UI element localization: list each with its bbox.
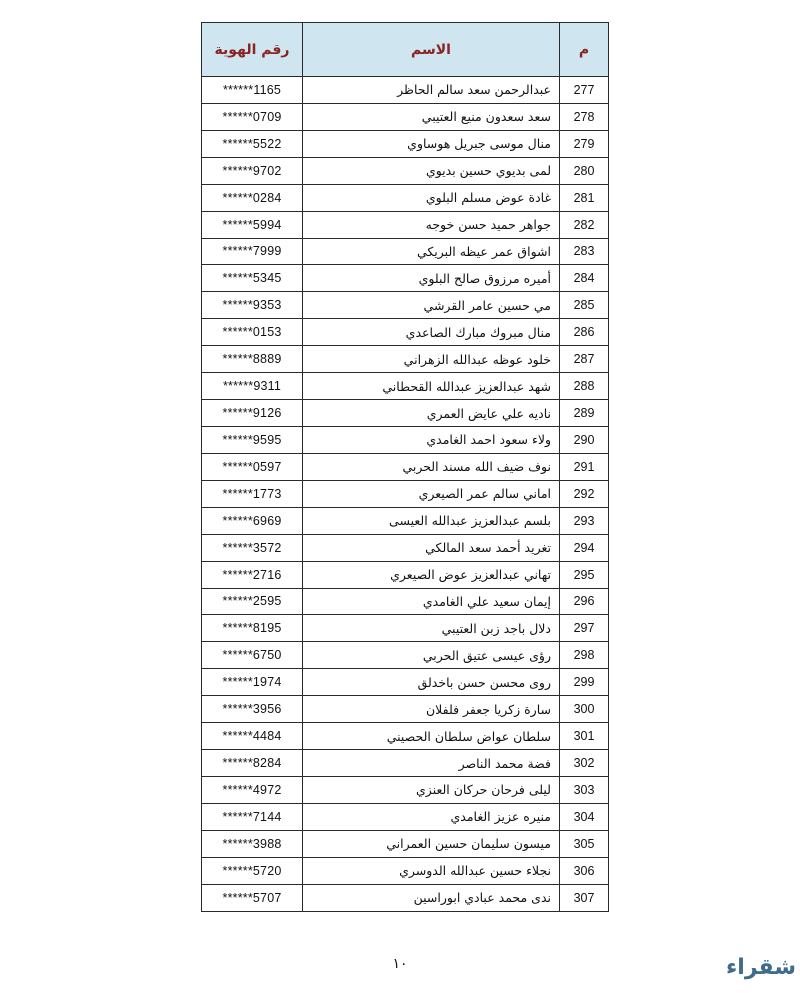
serial-cell: 286 (560, 319, 609, 346)
id-number-cell: ******5994 (202, 211, 303, 238)
table-row (202, 507, 609, 534)
table-row (202, 696, 609, 723)
serial-cell: 296 (560, 588, 609, 615)
table-row (202, 480, 609, 507)
table-row (202, 776, 609, 803)
id-number-cell: ******3956 (202, 696, 303, 723)
header-id-number: رقم الهوية (202, 23, 303, 77)
id-number-cell: ******0284 (202, 184, 303, 211)
table-row (202, 130, 609, 157)
brand-logo-icon (722, 951, 796, 985)
table-row (202, 723, 609, 750)
name-cell: غادة عوض مسلم البلوي (303, 184, 560, 211)
id-number-cell: ******0153 (202, 319, 303, 346)
serial-cell: 301 (560, 723, 609, 750)
logo-wordmark: شقراء (726, 955, 796, 980)
name-cell: سعد سعدون منيع العتيبي (303, 103, 560, 130)
name-cell: نوف ضيف الله مسند الحربي (303, 453, 560, 480)
name-cell: نجلاء حسين عبدالله الدوسري (303, 857, 560, 884)
table-row (202, 750, 609, 777)
serial-cell: 294 (560, 534, 609, 561)
name-cell: ولاء سعود احمد الغامدي (303, 426, 560, 453)
id-number-cell: ******9311 (202, 373, 303, 400)
id-number-cell: ******7999 (202, 238, 303, 265)
header-serial: م (560, 23, 609, 77)
header-name: الاسم (303, 23, 560, 77)
name-cell: اشواق عمر عيظه البريكي (303, 238, 560, 265)
serial-cell: 303 (560, 776, 609, 803)
id-number-cell: ******6969 (202, 507, 303, 534)
table-body (202, 77, 609, 912)
table-row (202, 265, 609, 292)
id-number-cell: ******9595 (202, 426, 303, 453)
id-number-cell: ******2716 (202, 561, 303, 588)
name-cell: اماني سالم عمر الصيعري (303, 480, 560, 507)
name-cell: مي حسين عامر القرشي (303, 292, 560, 319)
serial-cell: 291 (560, 453, 609, 480)
table-row (202, 561, 609, 588)
table-row (202, 884, 609, 911)
table-row (202, 157, 609, 184)
name-cell: عبدالرحمن سعد سالم الحاظر (303, 77, 560, 104)
id-number-cell: ******1165 (202, 77, 303, 104)
serial-cell: 292 (560, 480, 609, 507)
name-cell: دلال باجد زبن العتيبي (303, 615, 560, 642)
name-cell: رؤى عيسى عتيق الحربي (303, 642, 560, 669)
id-number-cell: ******7144 (202, 803, 303, 830)
serial-cell: 288 (560, 373, 609, 400)
id-number-cell: ******8284 (202, 750, 303, 777)
table-row (202, 803, 609, 830)
id-number-cell: ******5720 (202, 857, 303, 884)
table-row (202, 319, 609, 346)
name-cell: ناديه علي عايض العمري (303, 400, 560, 427)
serial-cell: 295 (560, 561, 609, 588)
serial-cell: 304 (560, 803, 609, 830)
serial-cell: 299 (560, 669, 609, 696)
name-cell: جواهر حميد حسن خوجه (303, 211, 560, 238)
id-number-cell: ******8889 (202, 346, 303, 373)
name-cell: ليلى فرحان حركان العنزي (303, 776, 560, 803)
name-cell: أميره مرزوق صالح البلوي (303, 265, 560, 292)
table-row (202, 373, 609, 400)
name-cell: منال مبروك مبارك الصاعدي (303, 319, 560, 346)
name-cell: تهاني عبدالعزيز عوض الصيعري (303, 561, 560, 588)
table-row (202, 615, 609, 642)
serial-cell: 278 (560, 103, 609, 130)
serial-cell: 281 (560, 184, 609, 211)
name-cell: روى محسن حسن باخدلق (303, 669, 560, 696)
table-row (202, 77, 609, 104)
table-row (202, 400, 609, 427)
id-number-cell: ******8195 (202, 615, 303, 642)
page-number: ١٠ (392, 956, 408, 972)
serial-cell: 279 (560, 130, 609, 157)
table-row (202, 184, 609, 211)
table-row (202, 669, 609, 696)
name-cell: منيره عزيز الغامدي (303, 803, 560, 830)
serial-cell: 297 (560, 615, 609, 642)
serial-cell: 306 (560, 857, 609, 884)
id-number-cell: ******5522 (202, 130, 303, 157)
id-number-cell: ******5707 (202, 884, 303, 911)
serial-cell: 284 (560, 265, 609, 292)
table-header (202, 23, 609, 77)
table-row (202, 211, 609, 238)
id-number-cell: ******3988 (202, 830, 303, 857)
table-row (202, 857, 609, 884)
serial-cell: 307 (560, 884, 609, 911)
id-number-cell: ******0709 (202, 103, 303, 130)
table-row (202, 453, 609, 480)
name-cell: ندى محمد عبادي ابوراسين (303, 884, 560, 911)
id-number-cell: ******4484 (202, 723, 303, 750)
id-number-cell: ******9126 (202, 400, 303, 427)
id-number-cell: ******2595 (202, 588, 303, 615)
serial-cell: 290 (560, 426, 609, 453)
serial-cell: 287 (560, 346, 609, 373)
serial-cell: 300 (560, 696, 609, 723)
id-number-cell: ******9702 (202, 157, 303, 184)
table-row (202, 642, 609, 669)
table-row (202, 588, 609, 615)
name-cell: ميسون سليمان حسين العمراني (303, 830, 560, 857)
name-cell: خلود عوظه عبدالله الزهراني (303, 346, 560, 373)
table-row (202, 830, 609, 857)
table-row (202, 292, 609, 319)
name-cell: فضة محمد الناصر (303, 750, 560, 777)
serial-cell: 289 (560, 400, 609, 427)
serial-cell: 305 (560, 830, 609, 857)
id-number-cell: ******4972 (202, 776, 303, 803)
header-row (202, 23, 609, 77)
id-number-cell: ******1974 (202, 669, 303, 696)
name-cell: بلسم عبدالعزيز عبدالله العيسى (303, 507, 560, 534)
id-number-cell: ******5345 (202, 265, 303, 292)
name-cell: منال موسى جبريل هوساوي (303, 130, 560, 157)
serial-cell: 298 (560, 642, 609, 669)
id-number-cell: ******0597 (202, 453, 303, 480)
serial-cell: 283 (560, 238, 609, 265)
serial-cell: 293 (560, 507, 609, 534)
serial-cell: 302 (560, 750, 609, 777)
roster-table (201, 22, 609, 912)
name-cell: سلطان عواض سلطان الحصيني (303, 723, 560, 750)
name-cell: لمى بديوي حسين بديوي (303, 157, 560, 184)
table-row (202, 103, 609, 130)
table-row (202, 534, 609, 561)
name-cell: سارة زكريا جعفر فلفلان (303, 696, 560, 723)
id-number-cell: ******1773 (202, 480, 303, 507)
table-row (202, 346, 609, 373)
name-cell: تغريد أحمد سعد المالكي (303, 534, 560, 561)
id-number-cell: ******3572 (202, 534, 303, 561)
logo-text (726, 957, 796, 979)
id-number-cell: ******6750 (202, 642, 303, 669)
serial-cell: 277 (560, 77, 609, 104)
serial-cell: 285 (560, 292, 609, 319)
serial-cell: 282 (560, 211, 609, 238)
table-row (202, 238, 609, 265)
id-number-cell: ******9353 (202, 292, 303, 319)
table-row (202, 426, 609, 453)
name-cell: إيمان سعيد علي الغامدي (303, 588, 560, 615)
name-cell: شهد عبدالعزيز عبدالله القحطاني (303, 373, 560, 400)
serial-cell: 280 (560, 157, 609, 184)
